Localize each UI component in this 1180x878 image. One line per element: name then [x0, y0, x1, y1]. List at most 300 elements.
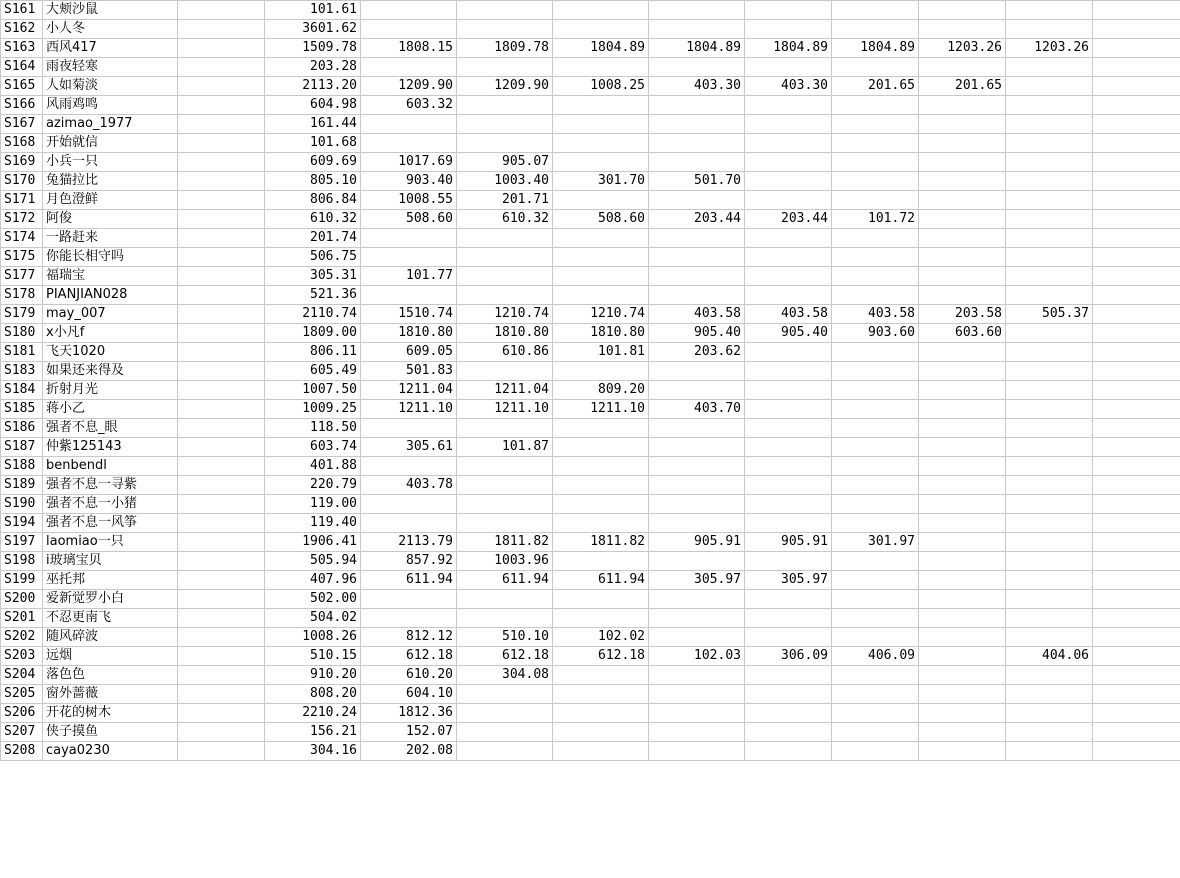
value-cell[interactable]: [1006, 324, 1093, 343]
row-id-cell[interactable]: S166: [1, 96, 43, 115]
value-cell[interactable]: [1093, 495, 1180, 514]
row-id-cell[interactable]: S171: [1, 191, 43, 210]
value-cell[interactable]: [832, 96, 919, 115]
value-cell[interactable]: [553, 514, 649, 533]
value-cell[interactable]: [457, 96, 553, 115]
value-cell[interactable]: 102.02: [553, 628, 649, 647]
value-cell[interactable]: [919, 286, 1006, 305]
value-cell[interactable]: 809.20: [553, 381, 649, 400]
value-cell[interactable]: [1093, 172, 1180, 191]
value-cell[interactable]: 304.16: [265, 742, 361, 761]
value-cell[interactable]: 203.58: [919, 305, 1006, 324]
row-name-cell[interactable]: 小兵一只: [43, 153, 178, 172]
value-cell[interactable]: 1812.36: [361, 704, 457, 723]
value-cell[interactable]: [178, 305, 265, 324]
value-cell[interactable]: [1093, 457, 1180, 476]
value-cell[interactable]: [1006, 571, 1093, 590]
row-name-cell[interactable]: 如果还来得及: [43, 362, 178, 381]
value-cell[interactable]: [178, 647, 265, 666]
value-cell[interactable]: [1006, 286, 1093, 305]
value-cell[interactable]: [1093, 533, 1180, 552]
value-cell[interactable]: 603.60: [919, 324, 1006, 343]
value-cell[interactable]: [832, 514, 919, 533]
value-cell[interactable]: 403.58: [832, 305, 919, 324]
value-cell[interactable]: [745, 457, 832, 476]
value-cell[interactable]: [457, 286, 553, 305]
row-id-cell[interactable]: S165: [1, 77, 43, 96]
value-cell[interactable]: [553, 457, 649, 476]
value-cell[interactable]: 1008.26: [265, 628, 361, 647]
value-cell[interactable]: [1093, 419, 1180, 438]
row-id-cell[interactable]: S202: [1, 628, 43, 647]
value-cell[interactable]: [1006, 457, 1093, 476]
value-cell[interactable]: [178, 267, 265, 286]
value-cell[interactable]: [745, 514, 832, 533]
value-cell[interactable]: [553, 685, 649, 704]
value-cell[interactable]: 101.81: [553, 343, 649, 362]
value-cell[interactable]: 201.71: [457, 191, 553, 210]
value-cell[interactable]: [919, 495, 1006, 514]
value-cell[interactable]: 1003.40: [457, 172, 553, 191]
row-name-cell[interactable]: i玻璃宝贝: [43, 552, 178, 571]
value-cell[interactable]: [1006, 552, 1093, 571]
value-cell[interactable]: 812.12: [361, 628, 457, 647]
value-cell[interactable]: [649, 723, 745, 742]
value-cell[interactable]: [919, 438, 1006, 457]
value-cell[interactable]: [1093, 723, 1180, 742]
row-id-cell[interactable]: S205: [1, 685, 43, 704]
value-cell[interactable]: [1093, 590, 1180, 609]
row-name-cell[interactable]: 开始就信: [43, 134, 178, 153]
value-cell[interactable]: [919, 400, 1006, 419]
value-cell[interactable]: 1808.15: [361, 39, 457, 58]
value-cell[interactable]: [553, 476, 649, 495]
value-cell[interactable]: [649, 514, 745, 533]
value-cell[interactable]: [1006, 666, 1093, 685]
value-cell[interactable]: [1006, 609, 1093, 628]
value-cell[interactable]: [832, 153, 919, 172]
value-cell[interactable]: [919, 609, 1006, 628]
value-cell[interactable]: 610.32: [265, 210, 361, 229]
value-cell[interactable]: [178, 77, 265, 96]
value-cell[interactable]: 301.97: [832, 533, 919, 552]
value-cell[interactable]: [832, 628, 919, 647]
value-cell[interactable]: [1006, 96, 1093, 115]
value-cell[interactable]: [457, 115, 553, 134]
value-cell[interactable]: 119.00: [265, 495, 361, 514]
row-name-cell[interactable]: 强者不息_眼: [43, 419, 178, 438]
value-cell[interactable]: 604.10: [361, 685, 457, 704]
value-cell[interactable]: [649, 609, 745, 628]
value-cell[interactable]: 508.60: [361, 210, 457, 229]
value-cell[interactable]: [832, 495, 919, 514]
row-id-cell[interactable]: S204: [1, 666, 43, 685]
value-cell[interactable]: [832, 343, 919, 362]
value-cell[interactable]: [1006, 742, 1093, 761]
value-cell[interactable]: [832, 571, 919, 590]
value-cell[interactable]: [1093, 96, 1180, 115]
value-cell[interactable]: [178, 115, 265, 134]
value-cell[interactable]: [919, 343, 1006, 362]
value-cell[interactable]: [361, 609, 457, 628]
value-cell[interactable]: [919, 96, 1006, 115]
value-cell[interactable]: 903.40: [361, 172, 457, 191]
value-cell[interactable]: [649, 153, 745, 172]
row-name-cell[interactable]: 侠子摸鱼: [43, 723, 178, 742]
value-cell[interactable]: [1006, 533, 1093, 552]
value-cell[interactable]: 305.97: [745, 571, 832, 590]
value-cell[interactable]: [1006, 134, 1093, 153]
value-cell[interactable]: 220.79: [265, 476, 361, 495]
value-cell[interactable]: 152.07: [361, 723, 457, 742]
row-id-cell[interactable]: S189: [1, 476, 43, 495]
value-cell[interactable]: [178, 153, 265, 172]
value-cell[interactable]: 1211.10: [553, 400, 649, 419]
value-cell[interactable]: 1007.50: [265, 381, 361, 400]
row-name-cell[interactable]: 飞天1020: [43, 343, 178, 362]
value-cell[interactable]: [649, 58, 745, 77]
value-cell[interactable]: 304.08: [457, 666, 553, 685]
value-cell[interactable]: [178, 438, 265, 457]
value-cell[interactable]: 610.32: [457, 210, 553, 229]
value-cell[interactable]: 1810.80: [457, 324, 553, 343]
value-cell[interactable]: [1006, 476, 1093, 495]
value-cell[interactable]: [745, 58, 832, 77]
value-cell[interactable]: [178, 419, 265, 438]
value-cell[interactable]: 203.28: [265, 58, 361, 77]
value-cell[interactable]: [361, 248, 457, 267]
row-id-cell[interactable]: S163: [1, 39, 43, 58]
value-cell[interactable]: [649, 628, 745, 647]
value-cell[interactable]: 508.60: [553, 210, 649, 229]
row-name-cell[interactable]: caya0230: [43, 742, 178, 761]
value-cell[interactable]: [553, 609, 649, 628]
value-cell[interactable]: [919, 571, 1006, 590]
value-cell[interactable]: [1093, 305, 1180, 324]
value-cell[interactable]: [178, 571, 265, 590]
row-name-cell[interactable]: 你能长相守吗: [43, 248, 178, 267]
value-cell[interactable]: [649, 438, 745, 457]
value-cell[interactable]: [832, 362, 919, 381]
value-cell[interactable]: [919, 381, 1006, 400]
row-id-cell[interactable]: S179: [1, 305, 43, 324]
value-cell[interactable]: [457, 685, 553, 704]
value-cell[interactable]: [832, 58, 919, 77]
value-cell[interactable]: [1006, 362, 1093, 381]
value-cell[interactable]: [178, 457, 265, 476]
value-cell[interactable]: [832, 552, 919, 571]
value-cell[interactable]: [178, 685, 265, 704]
value-cell[interactable]: 1809.00: [265, 324, 361, 343]
row-name-cell[interactable]: 蒋小乙: [43, 400, 178, 419]
value-cell[interactable]: [649, 495, 745, 514]
value-cell[interactable]: [1093, 666, 1180, 685]
value-cell[interactable]: [832, 476, 919, 495]
value-cell[interactable]: [919, 666, 1006, 685]
value-cell[interactable]: [649, 666, 745, 685]
value-cell[interactable]: [361, 457, 457, 476]
value-cell[interactable]: 1804.89: [649, 39, 745, 58]
row-id-cell[interactable]: S169: [1, 153, 43, 172]
value-cell[interactable]: 305.61: [361, 438, 457, 457]
row-name-cell[interactable]: laomiao一只: [43, 533, 178, 552]
value-cell[interactable]: [178, 324, 265, 343]
value-cell[interactable]: [745, 609, 832, 628]
row-name-cell[interactable]: 爱新觉罗小白: [43, 590, 178, 609]
value-cell[interactable]: 1209.90: [457, 77, 553, 96]
value-cell[interactable]: 905.40: [745, 324, 832, 343]
value-cell[interactable]: 610.20: [361, 666, 457, 685]
value-cell[interactable]: [832, 286, 919, 305]
value-cell[interactable]: [178, 495, 265, 514]
value-cell[interactable]: [832, 590, 919, 609]
value-cell[interactable]: [178, 742, 265, 761]
value-cell[interactable]: [457, 514, 553, 533]
value-cell[interactable]: [1006, 1, 1093, 20]
value-cell[interactable]: 1008.25: [553, 77, 649, 96]
value-cell[interactable]: [553, 134, 649, 153]
value-cell[interactable]: [1006, 343, 1093, 362]
value-cell[interactable]: [919, 723, 1006, 742]
row-id-cell[interactable]: S197: [1, 533, 43, 552]
row-name-cell[interactable]: 风雨鸡鸣: [43, 96, 178, 115]
value-cell[interactable]: [1006, 438, 1093, 457]
row-name-cell[interactable]: 巫托邦: [43, 571, 178, 590]
row-id-cell[interactable]: S201: [1, 609, 43, 628]
value-cell[interactable]: 161.44: [265, 115, 361, 134]
row-name-cell[interactable]: x小凡f: [43, 324, 178, 343]
value-cell[interactable]: [457, 58, 553, 77]
value-cell[interactable]: 857.92: [361, 552, 457, 571]
value-cell[interactable]: [1093, 153, 1180, 172]
value-cell[interactable]: [919, 229, 1006, 248]
value-cell[interactable]: 609.69: [265, 153, 361, 172]
value-cell[interactable]: [745, 685, 832, 704]
value-cell[interactable]: 1804.89: [553, 39, 649, 58]
value-cell[interactable]: 806.84: [265, 191, 361, 210]
value-cell[interactable]: [178, 248, 265, 267]
value-cell[interactable]: [649, 267, 745, 286]
value-cell[interactable]: [745, 153, 832, 172]
row-id-cell[interactable]: S178: [1, 286, 43, 305]
value-cell[interactable]: 1203.26: [919, 39, 1006, 58]
value-cell[interactable]: 506.75: [265, 248, 361, 267]
value-cell[interactable]: 603.74: [265, 438, 361, 457]
row-id-cell[interactable]: S181: [1, 343, 43, 362]
value-cell[interactable]: [649, 476, 745, 495]
value-cell[interactable]: 612.18: [553, 647, 649, 666]
value-cell[interactable]: 805.10: [265, 172, 361, 191]
row-id-cell[interactable]: S186: [1, 419, 43, 438]
value-cell[interactable]: [178, 666, 265, 685]
row-name-cell[interactable]: 随风碎波: [43, 628, 178, 647]
value-cell[interactable]: [919, 267, 1006, 286]
value-cell[interactable]: [832, 381, 919, 400]
row-name-cell[interactable]: 远烟: [43, 647, 178, 666]
value-cell[interactable]: 406.09: [832, 647, 919, 666]
value-cell[interactable]: [361, 514, 457, 533]
value-cell[interactable]: [457, 20, 553, 39]
value-cell[interactable]: [1093, 647, 1180, 666]
value-cell[interactable]: [649, 552, 745, 571]
value-cell[interactable]: [919, 191, 1006, 210]
value-cell[interactable]: [361, 1, 457, 20]
value-cell[interactable]: 403.58: [649, 305, 745, 324]
value-cell[interactable]: 201.65: [919, 77, 1006, 96]
row-name-cell[interactable]: benbendl: [43, 457, 178, 476]
value-cell[interactable]: 605.49: [265, 362, 361, 381]
value-cell[interactable]: [1093, 362, 1180, 381]
value-cell[interactable]: [1093, 286, 1180, 305]
value-cell[interactable]: [745, 552, 832, 571]
value-cell[interactable]: [1093, 571, 1180, 590]
value-cell[interactable]: [649, 20, 745, 39]
value-cell[interactable]: [1006, 229, 1093, 248]
row-id-cell[interactable]: S200: [1, 590, 43, 609]
row-id-cell[interactable]: S162: [1, 20, 43, 39]
value-cell[interactable]: 510.10: [457, 628, 553, 647]
value-cell[interactable]: [919, 1, 1006, 20]
value-cell[interactable]: [832, 191, 919, 210]
value-cell[interactable]: [178, 362, 265, 381]
value-cell[interactable]: [1093, 58, 1180, 77]
value-cell[interactable]: [457, 1, 553, 20]
value-cell[interactable]: [1006, 210, 1093, 229]
value-cell[interactable]: [1093, 628, 1180, 647]
value-cell[interactable]: [919, 685, 1006, 704]
row-name-cell[interactable]: 福瑞宝: [43, 267, 178, 286]
value-cell[interactable]: [361, 58, 457, 77]
value-cell[interactable]: [1006, 704, 1093, 723]
value-cell[interactable]: [457, 267, 553, 286]
value-cell[interactable]: 101.61: [265, 1, 361, 20]
value-cell[interactable]: [649, 248, 745, 267]
value-cell[interactable]: [832, 115, 919, 134]
row-id-cell[interactable]: S183: [1, 362, 43, 381]
value-cell[interactable]: [1006, 77, 1093, 96]
value-cell[interactable]: [919, 628, 1006, 647]
value-cell[interactable]: [178, 96, 265, 115]
value-cell[interactable]: [553, 438, 649, 457]
value-cell[interactable]: [1093, 400, 1180, 419]
value-cell[interactable]: [745, 666, 832, 685]
row-id-cell[interactable]: S184: [1, 381, 43, 400]
value-cell[interactable]: [553, 552, 649, 571]
value-cell[interactable]: [178, 343, 265, 362]
value-cell[interactable]: [919, 742, 1006, 761]
value-cell[interactable]: [649, 685, 745, 704]
value-cell[interactable]: [553, 742, 649, 761]
value-cell[interactable]: [553, 267, 649, 286]
value-cell[interactable]: 903.60: [832, 324, 919, 343]
value-cell[interactable]: 910.20: [265, 666, 361, 685]
value-cell[interactable]: [649, 704, 745, 723]
value-cell[interactable]: [1093, 324, 1180, 343]
value-cell[interactable]: [1093, 115, 1180, 134]
value-cell[interactable]: [457, 362, 553, 381]
value-cell[interactable]: [361, 20, 457, 39]
value-cell[interactable]: [745, 419, 832, 438]
value-cell[interactable]: [745, 1, 832, 20]
value-cell[interactable]: [832, 723, 919, 742]
value-cell[interactable]: [178, 609, 265, 628]
row-id-cell[interactable]: S168: [1, 134, 43, 153]
value-cell[interactable]: 905.07: [457, 153, 553, 172]
value-cell[interactable]: [361, 286, 457, 305]
value-cell[interactable]: [745, 20, 832, 39]
value-cell[interactable]: 808.20: [265, 685, 361, 704]
value-cell[interactable]: 203.44: [745, 210, 832, 229]
value-cell[interactable]: [919, 704, 1006, 723]
value-cell[interactable]: [649, 115, 745, 134]
value-cell[interactable]: [649, 191, 745, 210]
value-cell[interactable]: [178, 723, 265, 742]
value-cell[interactable]: [745, 742, 832, 761]
row-name-cell[interactable]: 不忍更南飞: [43, 609, 178, 628]
value-cell[interactable]: [1006, 20, 1093, 39]
value-cell[interactable]: [178, 172, 265, 191]
value-cell[interactable]: 1017.69: [361, 153, 457, 172]
value-cell[interactable]: 1804.89: [745, 39, 832, 58]
value-cell[interactable]: 306.09: [745, 647, 832, 666]
value-cell[interactable]: 403.78: [361, 476, 457, 495]
value-cell[interactable]: 102.03: [649, 647, 745, 666]
value-cell[interactable]: [1093, 514, 1180, 533]
value-cell[interactable]: 118.50: [265, 419, 361, 438]
value-cell[interactable]: [832, 20, 919, 39]
value-cell[interactable]: [745, 96, 832, 115]
value-cell[interactable]: [745, 590, 832, 609]
value-cell[interactable]: [553, 1, 649, 20]
value-cell[interactable]: 505.94: [265, 552, 361, 571]
value-cell[interactable]: [178, 476, 265, 495]
value-cell[interactable]: [361, 495, 457, 514]
value-cell[interactable]: [178, 229, 265, 248]
value-cell[interactable]: [1093, 134, 1180, 153]
row-id-cell[interactable]: S180: [1, 324, 43, 343]
value-cell[interactable]: [745, 286, 832, 305]
value-cell[interactable]: [1093, 77, 1180, 96]
value-cell[interactable]: [1093, 381, 1180, 400]
value-cell[interactable]: [745, 134, 832, 153]
value-cell[interactable]: [832, 438, 919, 457]
value-cell[interactable]: [745, 476, 832, 495]
value-cell[interactable]: [832, 1, 919, 20]
value-cell[interactable]: [553, 229, 649, 248]
value-cell[interactable]: [1093, 438, 1180, 457]
value-cell[interactable]: [745, 229, 832, 248]
value-cell[interactable]: 611.94: [361, 571, 457, 590]
value-cell[interactable]: 1210.74: [457, 305, 553, 324]
value-cell[interactable]: 101.72: [832, 210, 919, 229]
value-cell[interactable]: 301.70: [553, 172, 649, 191]
value-cell[interactable]: [745, 362, 832, 381]
value-cell[interactable]: [1006, 628, 1093, 647]
value-cell[interactable]: [178, 39, 265, 58]
value-cell[interactable]: [1093, 39, 1180, 58]
row-id-cell[interactable]: S174: [1, 229, 43, 248]
row-name-cell[interactable]: 强者不息一小猪: [43, 495, 178, 514]
value-cell[interactable]: [178, 514, 265, 533]
value-cell[interactable]: [919, 457, 1006, 476]
row-id-cell[interactable]: S185: [1, 400, 43, 419]
value-cell[interactable]: [1093, 685, 1180, 704]
value-cell[interactable]: [1093, 704, 1180, 723]
value-cell[interactable]: [457, 704, 553, 723]
row-name-cell[interactable]: 阿俊: [43, 210, 178, 229]
value-cell[interactable]: 1211.10: [457, 400, 553, 419]
row-id-cell[interactable]: S208: [1, 742, 43, 761]
